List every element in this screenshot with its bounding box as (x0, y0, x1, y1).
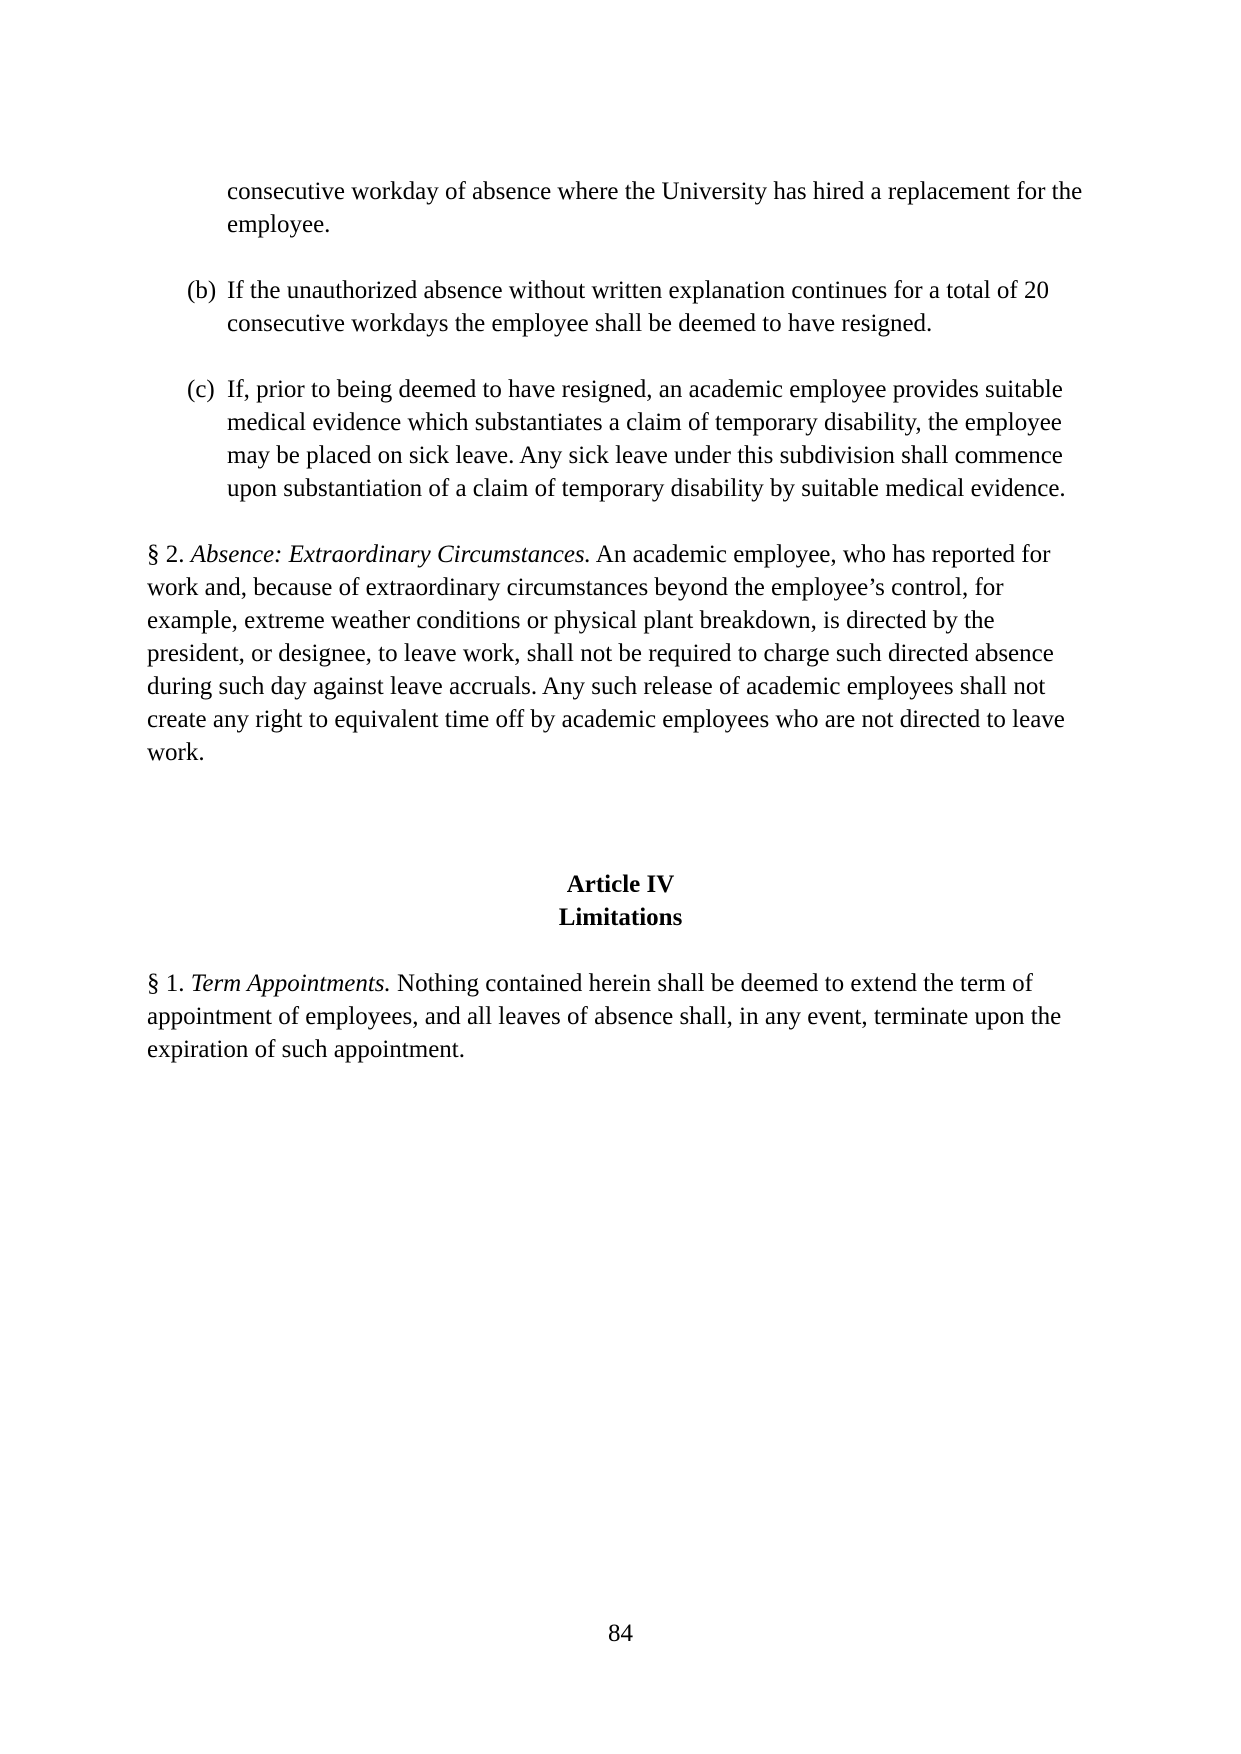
section-2-number: § 2. (147, 541, 191, 568)
section-1-title: Term Appointments. (190, 970, 391, 997)
list-item-c-text: If, prior to being deemed to have resigned, an academic employee provides suitable medical evidence which substantiates a claim of temporary disability, the employee may be placed on sick leave. Any sick leave under this subdivision shall commence upon substantiation of a claim of temporary disability by suitable medical evidence. (227, 376, 1066, 502)
list-item-b (187, 274, 1094, 340)
article-heading (147, 868, 1094, 934)
list-item-c (187, 373, 1094, 505)
section-2-title: Absence: Extraordinary Circumstances. (190, 541, 591, 568)
list-item-b-text: If the unauthorized absence without written explanation continues for a total of 20 consecutive workdays the employee shall be deemed to have resigned. (227, 277, 1049, 337)
article-heading-line2: Limitations (558, 904, 683, 931)
section-1-paragraph (147, 967, 1094, 1066)
section-1-text: Nothing contained herein shall be deemed to extend the term of appointment of employees, and all leaves of absence shall, in any event, terminate upon the expiration of such appointment. (147, 970, 1062, 1063)
list-item-c-marker: (c) (187, 376, 215, 403)
document-body (147, 175, 1094, 1099)
section-2-paragraph (147, 538, 1094, 769)
page-number: 84 (608, 1620, 633, 1647)
section-1-number: § 1. (147, 970, 191, 997)
article-heading-line1: Article IV (566, 871, 675, 898)
section-2-text: An academic employee, who has reported for work and, because of extraordinary circumstances beyond the employee’s control, for example, extreme weather conditions or physical plant breakdown, is directed by the president, or designee, to leave work, shall not be required to charge such directed absence during such day against leave accruals. Any such release of academic employees shall not create any right to equivalent time off by academic employees who are not directed to leave work. (147, 541, 1065, 766)
paragraph-a-continuation: consecutive workday of absence where the University has hired a replacement for the employee. (227, 178, 1083, 238)
list-item-b-marker: (b) (187, 277, 217, 304)
